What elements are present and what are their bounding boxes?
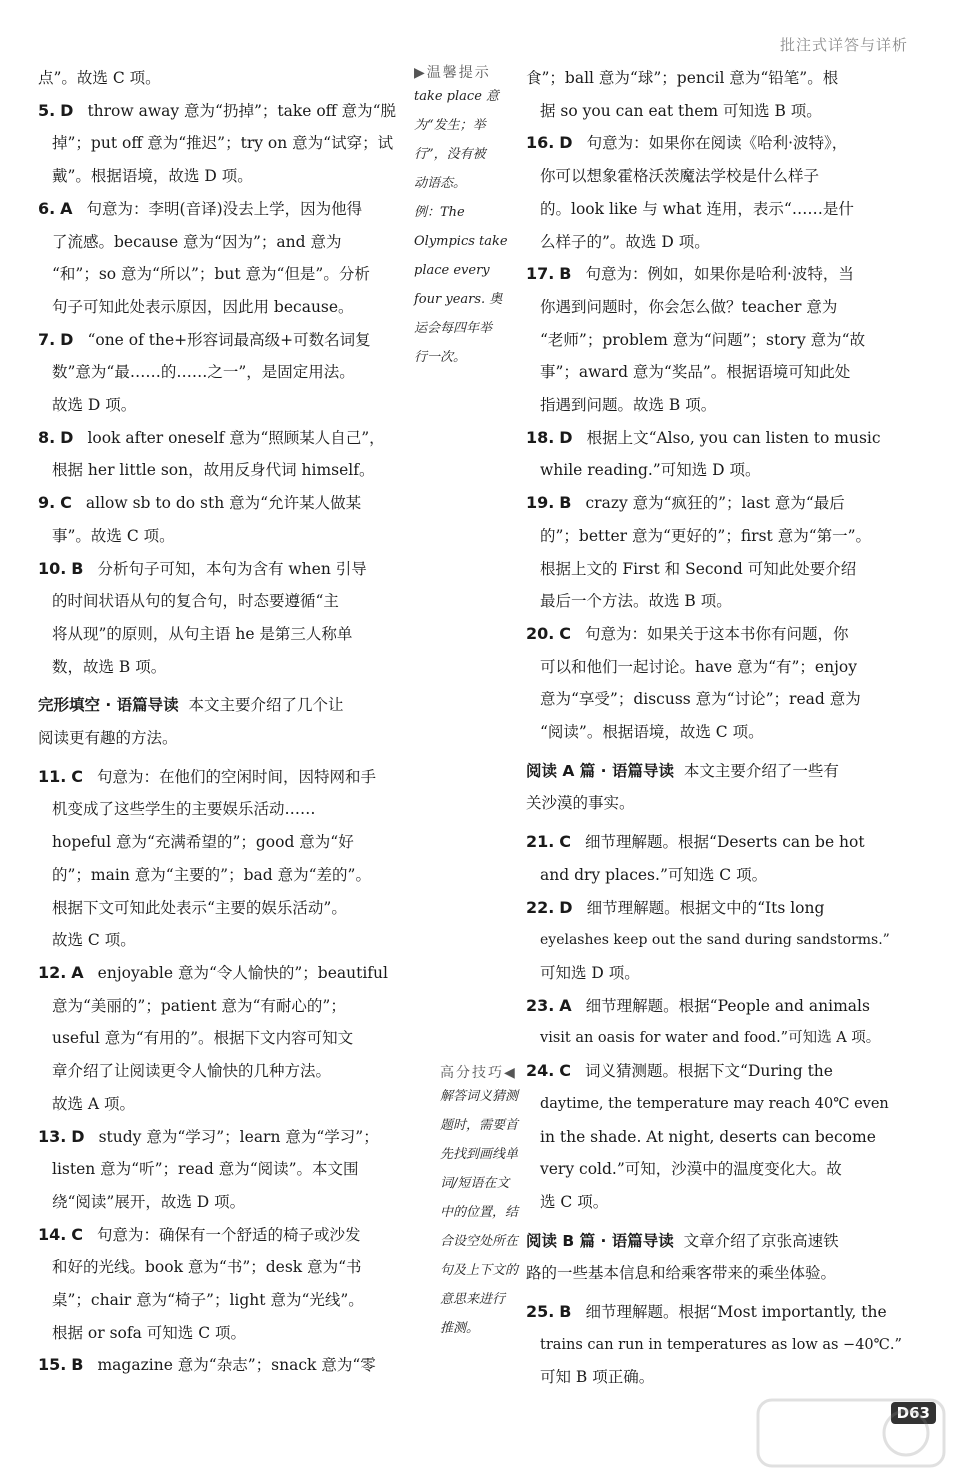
answer-text: “和”；so 意为“所以”；but 意为“但是”。分析 xyxy=(52,265,370,284)
tip-text: 中的位置，结 xyxy=(440,1205,519,1220)
tip-text: 句及上下文的 xyxy=(440,1263,519,1278)
answer-text: and dry places.”可知选 C 项。 xyxy=(540,865,768,884)
section-title: 阅读 B 篇 · 语篇导读 xyxy=(526,1231,674,1250)
question-number: 19. xyxy=(526,493,555,513)
section-text: 文章介绍了京张高速铁 xyxy=(683,1231,839,1250)
tip-text: 运会每四年举 xyxy=(414,321,493,336)
section-title: 阅读 A 篇 · 语篇导读 xyxy=(526,761,674,780)
answer-text: 句意为：如果你在阅读《哈利·波特》， xyxy=(586,134,848,153)
answer-text: 根据 or sofa 可知选 C 项。 xyxy=(52,1323,247,1342)
answer-letter: D xyxy=(60,100,74,120)
tip-text: place every xyxy=(414,263,490,278)
answer-text: 意为“享受”；discuss 意为“讨论”；read 意为 xyxy=(540,690,861,709)
answer-text: 指遇到问题。故选 B 项。 xyxy=(540,396,717,415)
answer-text: 句意为：在他们的空闲时间，因特网和手 xyxy=(97,767,377,786)
tip-heading-high-score: 高分技巧◀ xyxy=(440,1065,517,1081)
tip-text: 为“发生；举 xyxy=(414,118,486,133)
question-number: 24. xyxy=(526,1061,555,1081)
answer-text: 句子可知此处表示原因，因此用 because。 xyxy=(52,297,354,316)
answer-text: 机变成了这些学生的主要娱乐活动…… xyxy=(52,800,316,819)
answer-25 xyxy=(526,1296,922,1394)
answer-letter: B xyxy=(71,558,84,578)
answer-text: 根据上文的 First 和 Second 可知此处要介绍 xyxy=(540,559,857,578)
answer-text: “老师”；problem 意为“问题”；story 意为“故 xyxy=(540,330,866,349)
answer-text: 的”；better 意为“更好的”；first 意为“第一”。 xyxy=(540,526,872,545)
answer-letter: D xyxy=(71,1126,85,1146)
question-number: 21. xyxy=(526,832,555,852)
answer-text: 你遇到问题时，你会怎么做？teacher 意为 xyxy=(540,297,838,316)
question-number: 23. xyxy=(526,995,555,1015)
answer-text: 可知选 D 项。 xyxy=(540,963,640,982)
answer-text: 句意为：确保有一个舒适的椅子或沙发 xyxy=(97,1225,361,1244)
answer-letter: B xyxy=(71,1355,84,1375)
tip-heading-warm-reminder: ▶温馨提示 xyxy=(414,65,491,81)
answer-text: 最后一个方法。故选 B 项。 xyxy=(540,592,732,611)
section-text: 关沙漠的事实。 xyxy=(526,794,635,813)
answer-text: 细节理解题。根据“Most importantly, the xyxy=(585,1303,887,1322)
answer-text: 细节理解题。根据文中的“Its long xyxy=(586,898,825,917)
answer-text: 根据上文“Also, you can listen to music xyxy=(586,428,881,447)
answer-23 xyxy=(526,990,922,1055)
answer-text: enjoyable 意为“令人愉快的”；beautiful xyxy=(97,963,388,982)
question-number: 16. xyxy=(526,133,555,153)
answer-24 xyxy=(526,1055,922,1219)
question-number: 20. xyxy=(526,623,555,643)
answer-20 xyxy=(526,618,922,749)
tip-text: Olympics take xyxy=(414,234,508,249)
answer-text: crazy 意为“疯狂的”；last 意为“最后 xyxy=(585,494,845,513)
question-number: 6. xyxy=(38,198,56,218)
answer-text: 戴”。根据语境，故选 D 项。 xyxy=(52,167,253,186)
tip-text: 动语态。 xyxy=(414,176,467,191)
section-text: 本文主要介绍了一些有 xyxy=(683,761,839,780)
answer-text: 故选 A 项。 xyxy=(52,1094,136,1113)
answer-text: 句意为：如果关于这本书你有问题，你 xyxy=(585,624,849,643)
answer-text: visit an oasis for water and food.”可知选 A 项。 xyxy=(540,1030,881,1047)
tip-text: 词/短语在文 xyxy=(440,1176,510,1191)
answer-text: 数”意为“最……的……之一”，是固定用法。 xyxy=(52,363,355,382)
answer-15 xyxy=(38,1349,410,1382)
answer-text: trains can run in temperatures as low as −40℃.” xyxy=(540,1336,902,1353)
tip-text: 推测。 xyxy=(440,1321,480,1336)
answer-letter: D xyxy=(559,897,573,917)
answer-text: 句意为：例如，如果你是哈利·波特，当 xyxy=(585,265,854,284)
tip-text: 意思来进行 xyxy=(440,1292,506,1307)
tip-text: take place 意 xyxy=(414,89,500,104)
answer-text: 句意为：李明(音译)没去上学，因为他得 xyxy=(86,199,363,218)
answer-7 xyxy=(38,324,410,422)
answer-text: 根据 her little son，故用反身代词 himself。 xyxy=(52,461,375,480)
answer-text: 么样子的”。故选 D 项。 xyxy=(540,232,710,251)
answer-text: 你可以想象霍格沃茨魔法学校是什么样子 xyxy=(540,167,820,186)
answer-text: allow sb to do sth 意为“允许某人做某 xyxy=(85,494,362,513)
answer-13 xyxy=(38,1121,410,1219)
question-number: 5. xyxy=(38,100,56,120)
answer-18 xyxy=(526,422,922,487)
answer-letter: B xyxy=(559,1302,572,1322)
question-number: 9. xyxy=(38,493,56,513)
answer-text: 和好的光线。book 意为“书”；desk 意为“书 xyxy=(52,1258,362,1277)
tip-text: 行一次。 xyxy=(414,350,467,365)
answer-text: 故选 D 项。 xyxy=(52,396,137,415)
answer-17 xyxy=(526,258,922,422)
section-reading-b-intro xyxy=(526,1225,922,1290)
continuation-line: 据 so you can eat them 可知选 B 项。 xyxy=(540,101,822,120)
continuation-line: 点”。故选 C 项。 xyxy=(38,69,161,87)
answer-21 xyxy=(526,826,922,891)
question-number: 11. xyxy=(38,766,67,786)
answer-letter: C xyxy=(559,1061,572,1081)
question-number: 14. xyxy=(38,1224,67,1244)
answer-text: 可以和他们一起讨论。have 意为“有”；enjoy xyxy=(540,657,857,676)
answer-text: 桌”；chair 意为“椅子”；light 意为“光线”。 xyxy=(52,1291,364,1310)
answer-text: look after oneself 意为“照顾某人自己”， xyxy=(87,428,385,447)
answer-text: 故选 C 项。 xyxy=(52,931,136,950)
answer-12 xyxy=(38,957,410,1121)
answer-letter: D xyxy=(60,427,74,447)
answer-16 xyxy=(526,127,922,258)
answer-6 xyxy=(38,193,410,324)
section-text: 本文主要介绍了几个让 xyxy=(188,696,344,715)
answer-letter: B xyxy=(559,264,572,284)
question-number: 8. xyxy=(38,427,56,447)
tip-text: 解答词义猜测 xyxy=(440,1089,519,1104)
answer-8 xyxy=(38,422,410,487)
answer-text: 细节理解题。根据“People and animals xyxy=(585,996,870,1015)
question-number: 17. xyxy=(526,264,555,284)
tip-text: 合设空处所在 xyxy=(440,1234,519,1249)
answer-text: daytime, the temperature may reach 40℃ even xyxy=(540,1095,889,1112)
page-number: D63 xyxy=(891,1402,936,1424)
question-number: 10. xyxy=(38,558,67,578)
answer-text: in the shade. At night, deserts can become xyxy=(540,1127,876,1146)
answer-text: hopeful 意为“充满希望的”；good 意为“好 xyxy=(52,833,354,852)
answer-text: 词义猜测题。根据下文“During the xyxy=(585,1062,833,1081)
answer-22 xyxy=(526,892,922,990)
answer-letter: D xyxy=(559,427,573,447)
question-number: 13. xyxy=(38,1126,67,1146)
tip-text: four years. 奥 xyxy=(414,292,503,307)
answer-text: “one of the+形容词最高级+可数名词复 xyxy=(87,330,371,349)
answer-letter: C xyxy=(559,832,572,852)
answer-letter: D xyxy=(559,133,573,153)
section-cloze-intro xyxy=(38,689,410,754)
answer-5 xyxy=(38,95,410,193)
section-text: 阅读更有趣的方法。 xyxy=(38,729,178,748)
question-number: 15. xyxy=(38,1355,67,1375)
tip-warm-reminder xyxy=(414,82,522,372)
answer-text: 了流感。because 意为“因为”；and 意为 xyxy=(52,232,342,251)
answer-text: 的。look like 与 what 连用，表示“……是什 xyxy=(540,199,854,218)
answer-letter: A xyxy=(71,962,84,982)
section-title: 完形填空 · 语篇导读 xyxy=(38,696,179,715)
answer-letter: C xyxy=(60,493,72,513)
answer-text: 掉”；put off 意为“推迟”；try on 意为“试穿；试 xyxy=(52,134,394,153)
answer-text: 根据下文可知此处表示“主要的娱乐活动”。 xyxy=(52,898,347,917)
answer-text: 分析句子可知，本句为含有 when 引导 xyxy=(97,559,367,578)
answer-text: 绕“阅读”展开，故选 D 项。 xyxy=(52,1192,246,1211)
answer-text: study 意为“学习”；learn 意为“学习”； xyxy=(98,1127,379,1146)
answer-text: 章介绍了让阅读更令人愉快的几种方法。 xyxy=(52,1062,332,1081)
answer-text: magazine 意为“杂志”；snack 意为“零 xyxy=(97,1356,376,1375)
answer-11 xyxy=(38,761,410,957)
answer-text: 可知 B 项正确。 xyxy=(540,1368,655,1387)
answer-text: very cold.”可知，沙漠中的温度变化大。故 xyxy=(540,1160,842,1179)
answer-text: useful 意为“有用的”。根据下文内容可知文 xyxy=(52,1029,354,1048)
answer-text: 数，故选 B 项。 xyxy=(52,657,167,676)
answer-text: eyelashes keep out the sand during sandstorms.” xyxy=(540,932,890,949)
tip-text: 题时，需要首 xyxy=(440,1118,519,1133)
answer-text: 的”；main 意为“主要的”；bad 意为“差的”。 xyxy=(52,865,371,884)
answer-10 xyxy=(38,553,410,684)
answer-letter: C xyxy=(559,623,572,643)
answer-text: while reading.”可知选 D 项。 xyxy=(540,461,761,480)
section-text: 路的一些基本信息和给乘客带来的乘坐体验。 xyxy=(526,1264,837,1283)
answer-text: 选 C 项。 xyxy=(540,1192,609,1211)
answer-text: “阅读”。根据语境，故选 C 项。 xyxy=(540,723,764,742)
answer-letter: A xyxy=(559,995,572,1015)
answer-text: listen 意为“听”；read 意为“阅读”。本文围 xyxy=(52,1160,359,1179)
answer-letter: A xyxy=(60,198,73,218)
right-column xyxy=(526,62,922,1394)
answer-letter: C xyxy=(71,1224,84,1244)
answer-letter: D xyxy=(60,329,74,349)
answer-text: 事”。故选 C 项。 xyxy=(52,526,175,545)
question-number: 25. xyxy=(526,1302,555,1322)
watermark-logo-icon xyxy=(756,1398,946,1468)
answer-text: 事”；award 意为“奖品”。根据语境可知此处 xyxy=(540,363,851,382)
tip-text: 行”，没有被 xyxy=(414,147,486,162)
answer-14 xyxy=(38,1219,410,1350)
answer-9 xyxy=(38,487,410,552)
answer-19 xyxy=(526,487,922,618)
margin-notes-column xyxy=(414,62,522,1336)
continuation-line: 食”；ball 意为“球”；pencil 意为“铅笔”。根 xyxy=(526,69,839,87)
answer-text: 意为“美丽的”；patient 意为“有耐心的”； xyxy=(52,996,346,1015)
answer-letter: C xyxy=(71,766,84,786)
tip-text: 例：The xyxy=(414,205,465,220)
section-reading-a-intro xyxy=(526,755,922,820)
question-number: 7. xyxy=(38,329,56,349)
question-number: 18. xyxy=(526,427,555,447)
question-number: 22. xyxy=(526,897,555,917)
page-header: 批注式详答与详析 xyxy=(779,36,908,54)
answer-text: throw away 意为“扔掉”；take off 意为“脱 xyxy=(87,101,397,120)
answer-text: 的时间状语从句的复合句，时态要遵循“主 xyxy=(52,592,339,611)
question-number: 12. xyxy=(38,962,67,982)
tip-text: 先找到画线单 xyxy=(440,1147,519,1162)
answer-text: 将从现”的原则，从句主语 he 是第三人称单 xyxy=(52,624,353,643)
left-column xyxy=(38,62,410,1382)
answer-letter: B xyxy=(559,493,572,513)
answer-text: 细节理解题。根据“Deserts can be hot xyxy=(585,833,865,852)
